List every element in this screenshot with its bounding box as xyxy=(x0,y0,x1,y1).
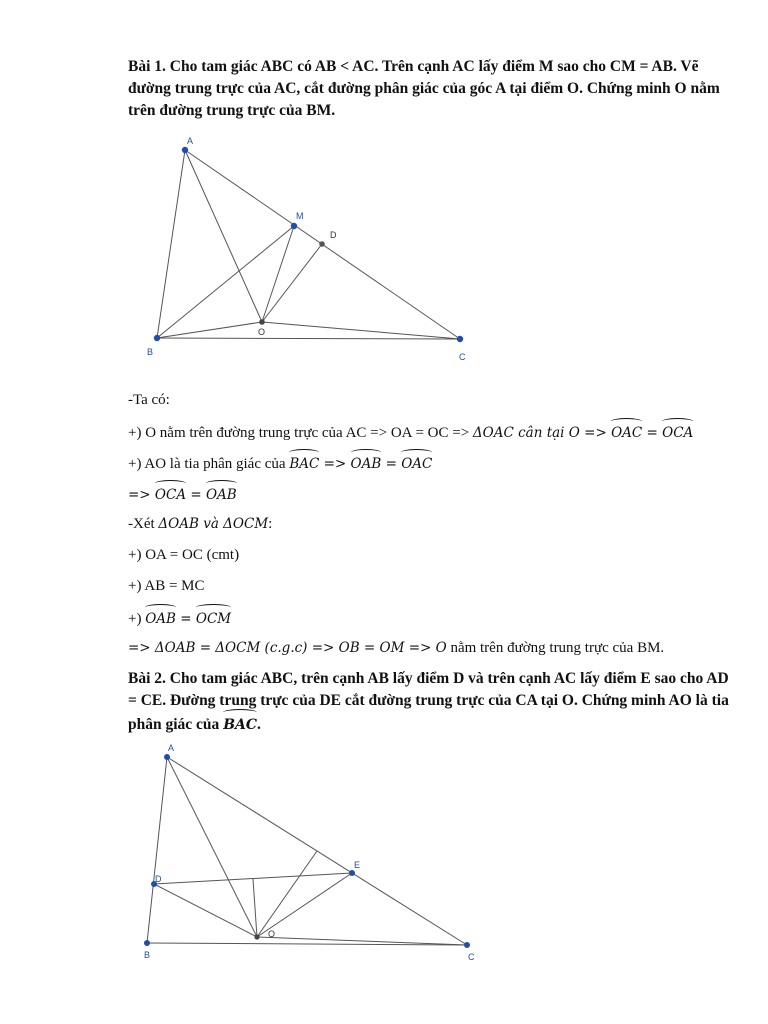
proof-line-7-eq: = xyxy=(175,611,196,627)
proof-line-3 xyxy=(128,483,738,505)
problem-2-line-3-text: phân giác của xyxy=(128,716,224,733)
point-d xyxy=(319,241,325,247)
point-b xyxy=(154,335,160,341)
angle-oab-2: OAB xyxy=(206,483,237,505)
triangle-oab: ΔOAB xyxy=(158,516,199,532)
proof-line-4-text: -Xét xyxy=(128,516,159,532)
proof-line-4-colon: : xyxy=(268,516,273,532)
problem-1-line-3: trên đường trung trực của BM. xyxy=(128,102,336,119)
point-o xyxy=(259,319,265,325)
angle-oac: OAC xyxy=(611,421,642,443)
figure-1 xyxy=(140,132,480,367)
label-o: O xyxy=(258,327,266,337)
label-d-2: D xyxy=(155,874,162,884)
angle-oab-3: OAB xyxy=(145,607,176,629)
problem-1-line-2: đường trung trực của AC, cắt đường phân giác của góc A tại điểm O. Chứng minh O nằm xyxy=(128,80,720,97)
label-d: D xyxy=(330,230,337,240)
proof-line-1-text: +) O nằm trên đường trung trực của AC => OA = OC => xyxy=(128,425,473,441)
angle-oac-2: OAC xyxy=(401,452,432,474)
point-c xyxy=(457,336,463,342)
proof-line-7-text: +) xyxy=(128,611,146,627)
proof-line-1 xyxy=(128,421,738,443)
proof-line-2-text: +) AO là tia phân giác của xyxy=(128,456,290,472)
angle-bac: BAC xyxy=(289,452,319,474)
label-a-2: A xyxy=(168,743,175,753)
label-c-2: C xyxy=(468,952,475,962)
problem-2-line-3-end: . xyxy=(257,716,261,733)
proof-conclusion xyxy=(128,638,738,658)
figure-1-lines xyxy=(157,150,460,339)
angle-bac-title: BAC xyxy=(223,712,257,736)
figure-2 xyxy=(138,738,488,966)
problem-2-line-1: Bài 2. Cho tam giác ABC, trên cạnh AB lấy điểm D và trên cạnh AC lấy điểm E sao cho AD xyxy=(128,670,729,687)
proof-line-4-and: và xyxy=(198,516,224,532)
proof-line-3-eq: = xyxy=(186,487,206,503)
proof-line-4 xyxy=(128,514,738,534)
proof-line-2 xyxy=(128,452,738,474)
proof-conclusion-text: nằm trên đường trung trực của BM. xyxy=(446,640,665,656)
proof-line-2-arrow: => xyxy=(319,456,351,472)
proof-line-5: +) OA = OC (cmt) xyxy=(128,547,240,563)
problem-1-line-1: Bài 1. Cho tam giác ABC có AB < AC. Trên cạnh AC lấy điểm M sao cho CM = AB. Vẽ xyxy=(128,58,699,75)
proof-line-3-arrow: => xyxy=(128,487,155,503)
point-b-2 xyxy=(144,940,150,946)
proof-line-1-delta: ΔOAC cân tại O xyxy=(472,425,580,441)
problem-2-statement xyxy=(128,668,732,736)
label-o-2: O xyxy=(268,929,276,939)
proof-line-1-eq: = xyxy=(642,425,663,441)
point-e-2 xyxy=(349,870,355,876)
problem-2-line-2: = CE. Đường trung trực của DE cắt đường trung trực của CA tại O. Chứng minh AO là tia xyxy=(128,692,729,709)
label-e-2: E xyxy=(354,860,361,870)
point-a-2 xyxy=(164,754,170,760)
proof-line-6: +) AB = MC xyxy=(128,578,205,594)
label-b: B xyxy=(147,347,154,357)
label-m: M xyxy=(296,211,304,221)
label-a: A xyxy=(187,136,194,146)
point-m xyxy=(291,223,297,229)
point-a xyxy=(182,147,188,153)
angle-oca: OCA xyxy=(662,421,693,443)
proof-line-2-eq: = xyxy=(381,456,402,472)
triangle-ocm: ΔOCM xyxy=(223,516,269,532)
label-c: C xyxy=(459,352,466,362)
proof-intro: -Ta có: xyxy=(128,392,170,408)
proof-line-1-arrow: => xyxy=(579,425,612,441)
problem-1-statement xyxy=(128,56,732,122)
proof-conclusion-math: => ΔOAB = ΔOCM (c.g.c) => OB = OM => O xyxy=(128,640,447,656)
angle-ocm: OCM xyxy=(196,607,231,629)
point-o-2 xyxy=(254,934,259,939)
point-c-2 xyxy=(464,942,470,948)
proof-line-7 xyxy=(128,607,738,629)
figure-2-lines xyxy=(147,757,467,945)
label-b-2: B xyxy=(144,950,151,960)
problem-2-line-3 xyxy=(128,712,732,736)
angle-oca-2: OCA xyxy=(155,483,186,505)
angle-oab: OAB xyxy=(351,452,382,474)
